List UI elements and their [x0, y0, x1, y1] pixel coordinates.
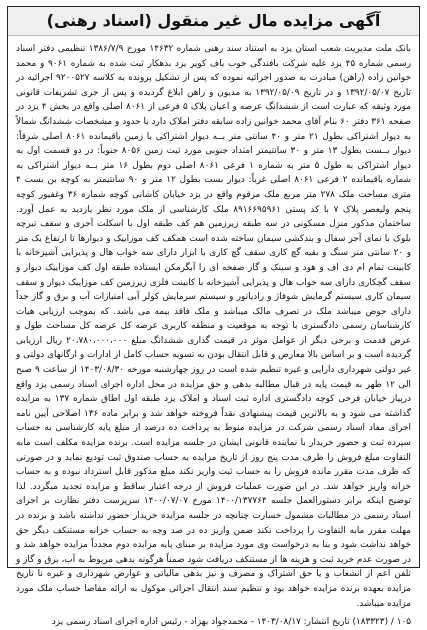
notice-title: آگهی مزایده مال غیر منقول (اسناد رهنی) [46, 11, 381, 30]
notice-header [8, 7, 419, 36]
auction-notice [7, 6, 420, 628]
notice-body: بانک ملت مدیریت شعب استان یزد به استناد سند رهنی شماره ۱۴۶۳۲ مورخ ۱۳۸۶/۷/۹ تنظیمی دفتر اسناد رسمی شماره ۴۵ یزد علیه شرکت بافندگی خوب باف کویر یزد بدهکار ثبت شده به شماره ۹۰۶۱ و محمد خوانین زاده (راهن) مبادرت به صدور اجرائیه نموده که پس از تشکیل پرونده به کلاسه ۹۲۰۰۵۲۷ اجرائیه در تاریخ ۱۳۹۲/۰۵/۰۷ و در تاریخ ۱۳۹۲/۰۵/۰۹ به مدیون و راهن ابلاغ گردیده و پس از جری تشریفات قانونی مورد وثیقه که عبارت است از ششدانگ عرصه و اعیان پلاک ۵ فرعی از ۸۰۶۱ اصلی واقع در بخش ۴ یزد در صفحه ۳۶۱ دفتر ۶۰ بنام آقای محمد خوانین زاده سابقه دفتر املاک دارد با حدود و مشخصات ششدانگ شمالاً به دیوار اشتراکی بطول ۲۱ متر و ۴۰ سانتی متر بــه دیوار اشتراکی با زمین باقیمانده ۸۰۶۱ اصلی شرقاً: دیوار بــست بطول ۱۳ متر و ۳۰ سانتیمتر امتداد جنوبی مورد ثبت زمین ۸۰۵۶ جنوباً: در دو قسمت اول به دیوار اشتراکی به طول ۵ متر به شماره ۱ فرعی ۸۰۶۱ اصلی دوم بطول ۱۶ متر بــه دیوار اشتراکی به شماره باقیمانده ۲ فرعی ۸۰۶۱ اصلی غرباً: دیوار بست بطول ۱۲ متر و ۹۰ سانتیمتر به کوچه بن بست ۴ متری مساحت ملک ۲۷۸ متر مربع ملک مرقوم واقع در یزد خیابان کاشانی کوچه شماره ۳۶ وغفیور کوچه پنجم ولیعصر پلاک ۷ با کد پستی ۸۹۱۶۶۹۵۹۶۱ ملک کارشناسی از ملک مورد نظر بازدید به عمل آورد. ساختمان مذکور منزل مسکونی در سه طبقه زیرزمین هم کف طبقه اول با اسکلت آجری و سقف تیرچه بلوک با نمای آجر سفال و بندکشی سیمان ساخته شده است همکف کف موزاییک و دیوارها تا ارتفاع یک متر و ۲۰ سانتی متر سنگ و بقیه گچ کاری سقف گچ کاری با ابزار دارای سه خواب هال و پذیرایی آشپزخانه با کابینت تمام ام دی اف و هود و سینک و گاز صفحه ای را آبگرمکن ایستاده طبقه اول کف موزاییک دیوار و سقف گچکاری دارای سه خواب هال و پذیرایی آشپزخانه با کابینت فلزی زیرزمین کف موزاییک دیوار و سقف سیمان کاری سیستم گرمایش شوفاژ و رادیاتور و سیستم سرمایش کولر آبی امتیازات آب و برق و گاز جداً دارای حوض میباشد ملک در تصرف مالک میباشد و ملک فاقد بیمه می باشد. که بموجب ارزیابی هیات کارشناسان رسمی دادگستری با توجه به موقعیت و منطقه کاربری عرصه کل عرصه کل مساحت طول و عرض قدمت و برخی دیگر از عوامل موثر در قیمت گذاری ششدانگ مبلغ ۲۰،۷۸۰،۰۰۰،۰۰۰ ریال ارزیابی گردیده است و بر اساس بالا معارض و قابل انتقال بودن به تسویه حساب کامل از ادارات و ارگانهای دولتی و غیر دولتی شهرداری دارایی و غیره تنظیم شده است در روز چهارشنبه مورخه ۱۴۰۳/۰۸/۳۰ از ساعت ۹ صبح الی ۱۲ ظهر به قیمت پایه در قبال مطالبه بدهی و حق مزایده در محل اداره اجرای اسناد رسمی یزد واقع درپیاز خیابان فرخی کوچه دادگستری اداره ثبت اسناد و املاک یزد طبقه اول اطاق شماره ۱۳۷ به مزایده گذاشته می شود و به بالاترین قیمت پیشنهادی نقداً فروخته خواهد شد و برابر ماده ۱۳۶ اصلاحی آیین نامه اجرای مفاد اسناد رسمی شرکت در مزایده منوط به پرداخت ده درصد از مبلغ پایه کارشناسی به حساب سپرده ثبت و حضور خریدار با نماینده قانونی ایشان در جلسه مزایده است. برنده مزایده مکلف است مابه التفاوت مبلغ فروش را ظرف مدت پنج روز از تاریخ مزایده به حساب صندوق ثبت تودیع نماید و در صورتی که ظرف مدت مقرر مانده فروش را به حساب ثبت واریز نکند مبلغ مذکور قابل استرداد نبوده و به حساب خزانه واریز خواهد شد. در این صورت عملیات فروش از درجه اعتبار ساقط و مزایده تجدید میگردد. لذا توضیح اینکه برابر دستورالعمل جلسه ۱۴۰۰/۱۳۷۷۶۴ مورخ ۱۴۰۰/۰۷/۰۷ سرپرست دفتر نظارت بر اجرای اسناد رسمی در مطالبات مشمول خسارت چنانچه در جلسه مزایده خریدار حضور نداشته باشد و برنده در مهلت مقرر مابه التفاوت را پرداخت نکند ضمن واریز ده در صد وجه به حساب خزانه مستنکف دیگر حق خواهد نداشت شود و بنا به درخواست وی مورد مزایده بر مبنای پایه مزایده دوم مجدداً مزایده خواهد شد و در صورت عدم خرید ثبت و هزینه ها از مستنکف دریافت شود ضمناً هرگونه بدهی مربوط به آب، برق و گاز و تلفن اعم از انشعاب و یا حق اشتراک و مصرف و نیز بدهی مالیاتی و عوارض شهرداری و غیره تا تاریخ مزایده بعهده برنده مزایده خواهد بود و تنظیم سند انتقال اجرائی موکول به ارائه مفاصا حساب ملک مورد مزایده میباشد. [16, 44, 412, 609]
notice-footer: ۱۰۵ / (۱۸۳۳۲۳) تاریخ انتشار: ۱۴۰۳/۰۸/۱۷ - محمدجواد بهزاد - رئیس اداره اجرای اسناد رسمی یزد [51, 617, 411, 628]
